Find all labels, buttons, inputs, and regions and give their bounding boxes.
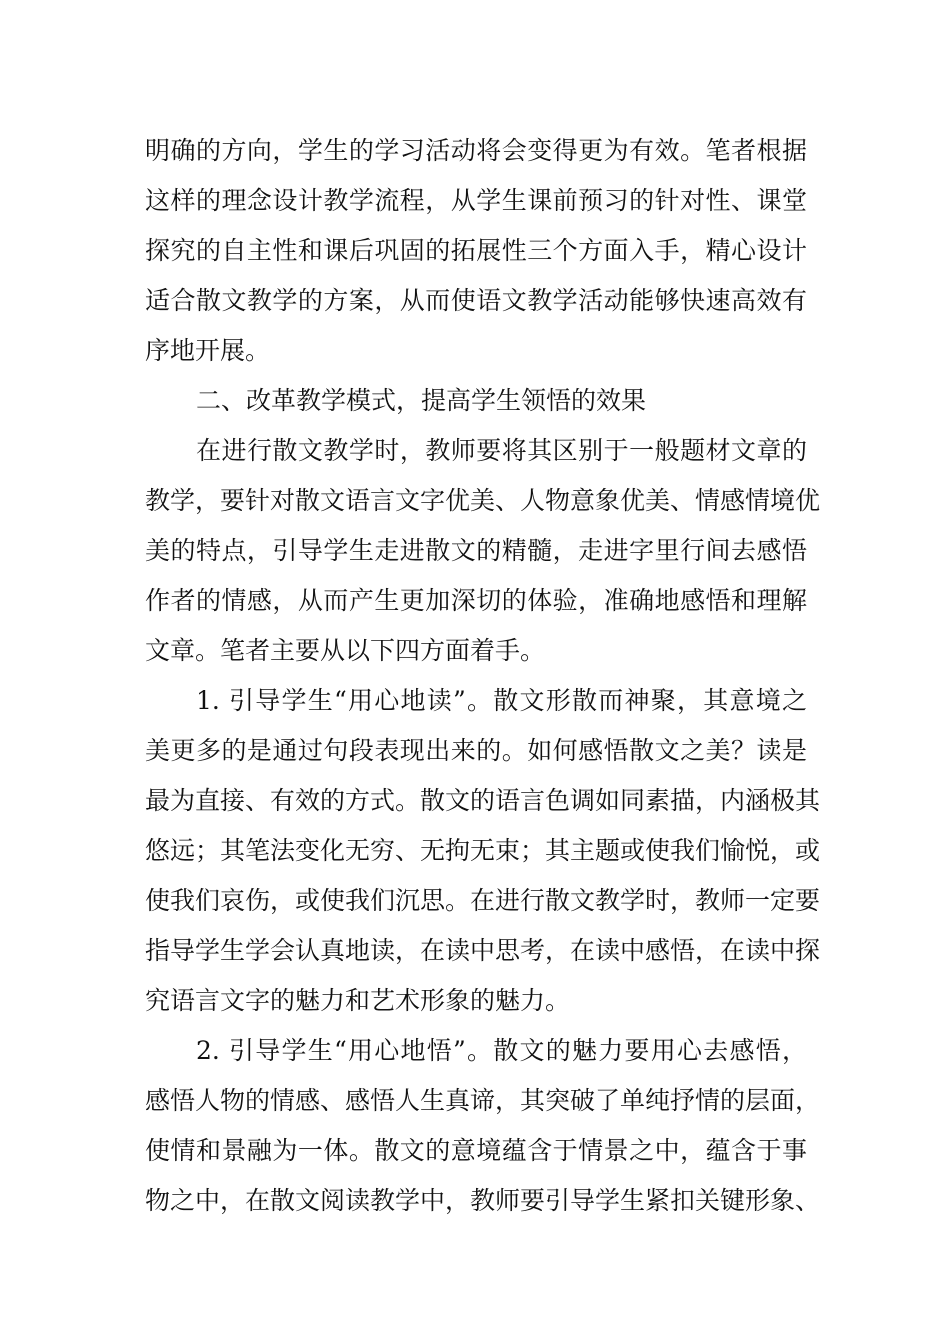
text-line: 这样的理念设计教学流程，从学生课前预习的针对性、课堂 xyxy=(145,186,807,215)
text-line: 究语言文字的魅力和艺术形象的魅力。 xyxy=(145,986,571,1015)
text-line: 感悟人物的情感、感悟人生真谛，其突破了单纯抒情的层面， xyxy=(145,1086,821,1115)
text-line: 适合散文教学的方案，从而使语文教学活动能够快速高效有 xyxy=(145,286,807,315)
text-line: 在进行散文教学时，教师要将其区别于一般题材文章的 xyxy=(196,436,807,465)
text-line: 最为直接、有效的方式。散文的语言色调如同素描，内涵极其 xyxy=(145,786,821,815)
text-line: 探究的自主性和课后巩固的拓展性三个方面入手，精心设计 xyxy=(145,236,807,265)
section-heading: 二、改革教学模式，提高学生领悟的效果 xyxy=(196,386,647,415)
text-line: 使情和景融为一体。散文的意境蕴含于情景之中，蕴含于事 xyxy=(145,1136,807,1165)
text-line: 文章。笔者主要从以下四方面着手。 xyxy=(145,636,546,665)
text-line: 2. 引导学生“用心地悟”。散文的魅力要用心去感悟， xyxy=(196,1036,807,1065)
text-line: 指导学生学会认真地读，在读中思考，在读中感悟，在读中探 xyxy=(145,936,821,965)
text-line: 悠远；其笔法变化无穷、无拘无束；其主题或使我们愉悦，或 xyxy=(145,836,821,865)
text-line: 明确的方向，学生的学习活动将会变得更为有效。笔者根据 xyxy=(145,136,807,165)
text-line: 物之中，在散文阅读教学中，教师要引导学生紧扣关键形象、 xyxy=(145,1186,821,1215)
text-line: 序地开展。 xyxy=(145,336,271,365)
text-line: 1. 引导学生“用心地读”。散文形散而神聚，其意境之 xyxy=(196,686,807,715)
text-line: 教学，要针对散文语言文字优美、人物意象优美、情感情境优 xyxy=(145,486,821,515)
text-line: 美的特点，引导学生走进散文的精髓，走进字里行间去感悟 xyxy=(145,536,807,565)
text-line: 使我们哀伤，或使我们沉思。在进行散文教学时，教师一定要 xyxy=(145,886,821,915)
text-line: 美更多的是通过句段表现出来的。如何感悟散文之美？读是 xyxy=(145,736,807,765)
text-line: 作者的情感，从而产生更加深切的体验，准确地感悟和理解 xyxy=(145,586,807,615)
